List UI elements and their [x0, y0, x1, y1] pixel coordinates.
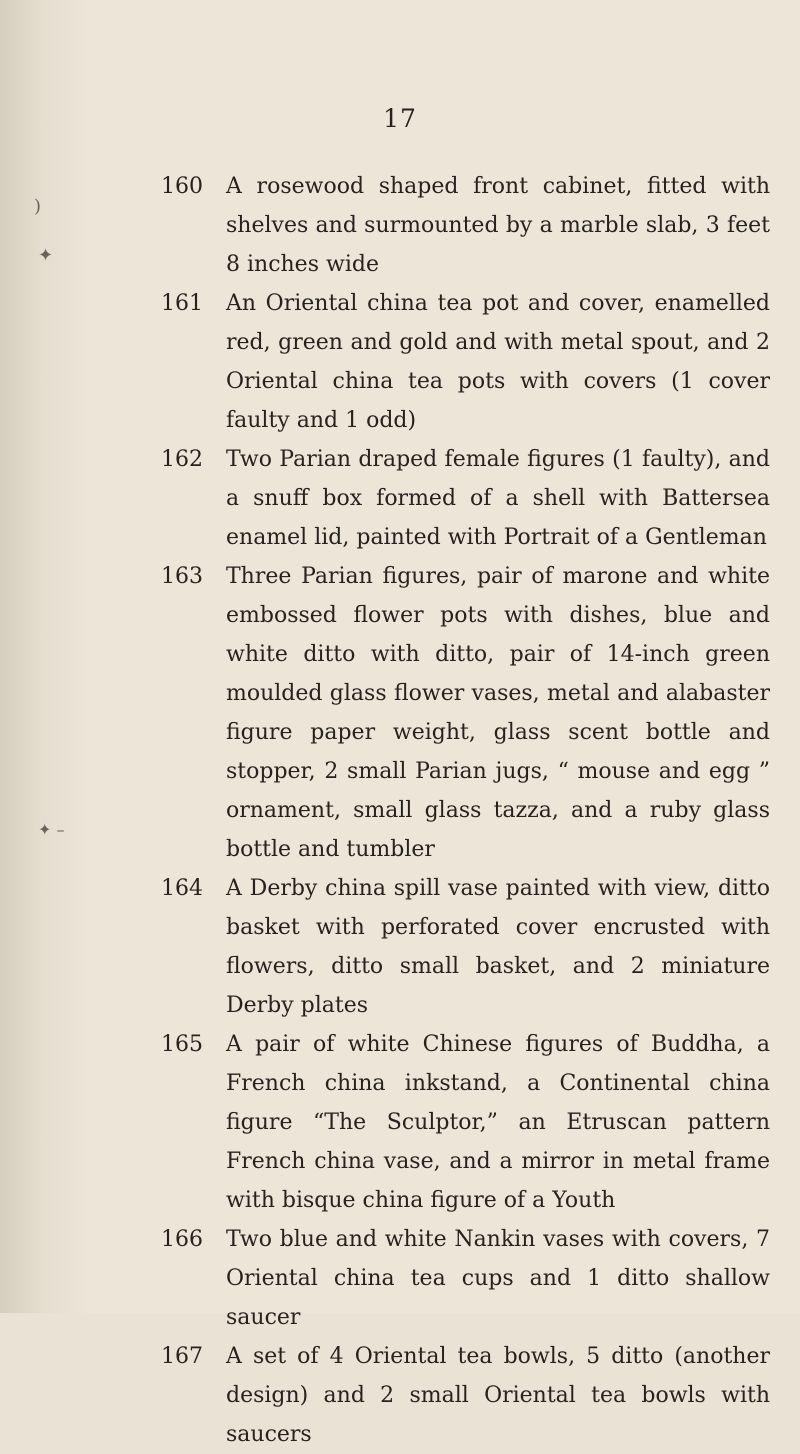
lot-description: A rosewood shaped front cabinet, fitted with shelves and surmounted by a marble slab, 3 feet 8 inches wide [226, 174, 770, 277]
lot-number: 160 [161, 174, 203, 199]
lot-number: 165 [161, 1032, 203, 1057]
lot-item [150, 440, 770, 557]
lot-description: Three Parian figures, pair of marone and white embossed flower pots with dishes, blue and white ditto with ditto, pair of 14-inch green moulded glass flower vases, metal and alabaster figure paper weight, glass scent bottle and stopper, 2 small Parian jugs, “ mouse and egg ” ornament, small glass tazza, and a ruby glass bottle and tumbler [226, 564, 770, 862]
lot-number: 162 [161, 447, 203, 472]
lot-number: 167 [161, 1344, 203, 1369]
lot-item [150, 557, 770, 869]
lot-description: A set of 4 Oriental tea bowls, 5 ditto (another design) and 2 small Oriental tea bowls with saucers [226, 1344, 770, 1447]
page-number: 17 [383, 104, 417, 133]
lot-description: A Derby china spill vase painted with view, ditto basket with perforated cover encrusted with flowers, ditto small basket, and 2 miniature Derby plates [226, 876, 770, 1018]
lot-item [150, 1220, 770, 1337]
lot-list [150, 167, 770, 1454]
lot-description: Two Parian draped female figures (1 faulty), and a snuff box formed of a shell with Battersea enamel lid, painted with Portrait of a Gentleman [226, 447, 770, 550]
lot-item [150, 284, 770, 440]
margin-mark-arrow: ✦ – [38, 820, 65, 839]
lot-number: 161 [161, 291, 203, 316]
lot-description: An Oriental china tea pot and cover, enamelled red, green and gold and with metal spout, and 2 Oriental china tea pots with covers (1 cover faulty and 1 odd) [226, 291, 770, 433]
lot-item [150, 1337, 770, 1454]
lot-description: A pair of white Chinese figures of Buddha, a French china inkstand, a Continental china figure “The Sculptor,” an Etruscan pattern French china vase, and a mirror in metal frame with bisque china figure of a Youth [226, 1032, 770, 1213]
margin-mark-star: ✦ [38, 245, 54, 266]
lot-item [150, 1025, 770, 1220]
lot-description: Two blue and white Nankin vases with covers, 7 Oriental china tea cups and 1 ditto shallow saucer [226, 1227, 770, 1330]
lot-item [150, 167, 770, 284]
lot-number: 166 [161, 1227, 203, 1252]
margin-mark-pencil: ) [34, 196, 42, 217]
lot-number: 163 [161, 564, 203, 589]
lot-number: 164 [161, 876, 203, 901]
lot-item [150, 869, 770, 1025]
